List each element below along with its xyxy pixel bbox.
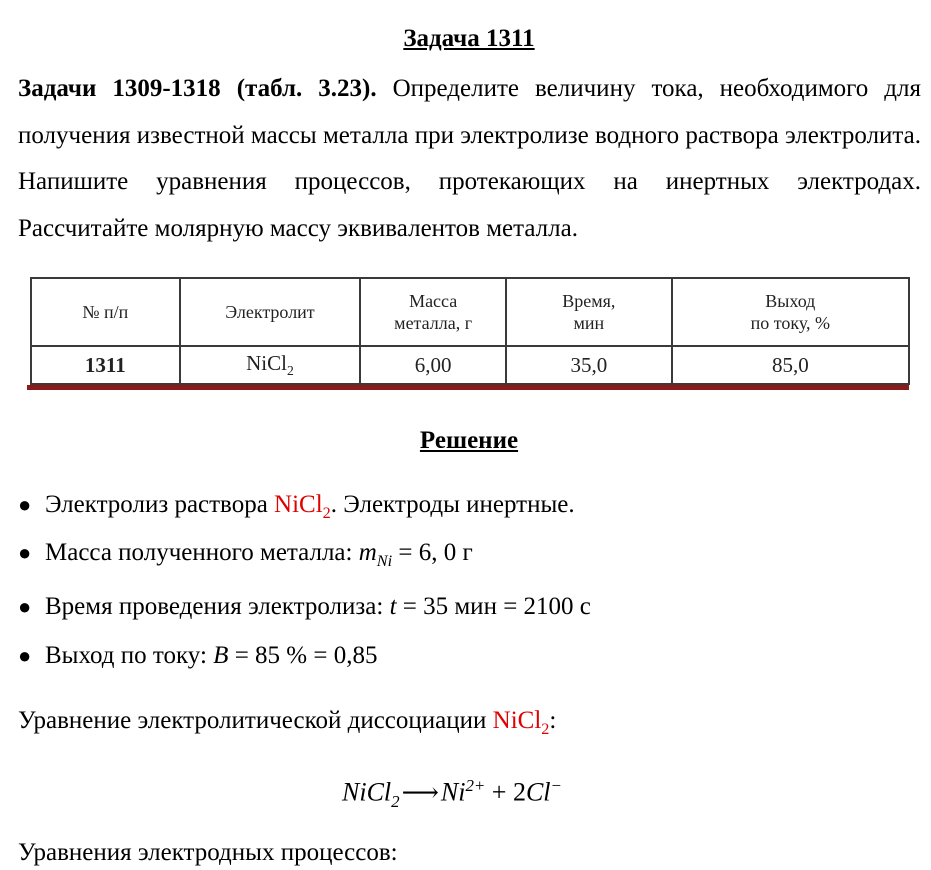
formula-nicl2: NiCl$_2$ <box>274 491 331 522</box>
bullet-icon: ● <box>18 594 32 619</box>
solution-title: Решение <box>419 427 519 454</box>
var-b: B <box>213 642 229 669</box>
cell-mass: 6,00 <box>360 346 506 384</box>
header-time: Время, мин <box>506 278 672 346</box>
cell-yield: 85,0 <box>672 346 909 384</box>
bullet-icon: ● <box>18 540 32 565</box>
list-item: ● Выход по току: B = 85 % = 0,85 <box>18 639 377 673</box>
data-table-image <box>30 277 910 391</box>
bullet-icon: ● <box>18 643 32 668</box>
page-title: Задача 1311 <box>403 25 535 52</box>
problem-reference: Задачи 1309-1318 (табл. 3.23). <box>18 75 377 102</box>
data-table <box>30 277 910 385</box>
table-row <box>31 346 909 384</box>
header-yield: Выход по току, % <box>672 278 909 346</box>
formula-nicl2-2: NiCl$_2$ <box>492 707 550 738</box>
list-item: ● Электролиз раствора NiCl$_2$. Электроды инертные. <box>18 488 575 530</box>
list-item: ● Масса полученного металла: $m_{Ni} = 6$, 0 г <box>18 536 473 578</box>
var-t: t <box>389 593 397 620</box>
header-electrolyte: Электролит <box>180 278 361 346</box>
table-header-row <box>31 278 909 346</box>
problem-statement <box>18 66 921 252</box>
header-number: № п/п <box>31 278 180 346</box>
cell-time: 35,0 <box>506 346 672 384</box>
dissociation-equation: $NiCl_2⟶Ni^{2+} + 2Cl^-$ <box>342 766 562 822</box>
problem-text: Определите величину тока, необходимого для получения известной массы металла при электролизе водного раствора электролита. Напишите уравнения процессов, протекающих на инертных электродах. Рассчитайте молярную массу эквивалентов металла. <box>18 75 921 242</box>
cell-electrolyte: NiCl$_2$ <box>180 346 361 384</box>
var-m: m <box>358 539 377 566</box>
electrode-processes-heading: Уравнения электродных процессов: <box>18 839 398 866</box>
list-item: ● Время проведения электролиза: t = 35 мин = 2100 с <box>18 590 591 624</box>
header-mass: Масса металла, г <box>360 278 506 346</box>
table-bottom-rule <box>27 385 909 390</box>
reaction-arrow-icon: ⟶ <box>401 777 439 807</box>
dissociation-heading: Уравнение электролитической диссоциации NiCl$_2$: <box>18 707 557 738</box>
var-m-sub: Ni <box>376 552 393 570</box>
cell-number: 1311 <box>31 346 180 384</box>
bullet-icon: ● <box>18 492 32 517</box>
